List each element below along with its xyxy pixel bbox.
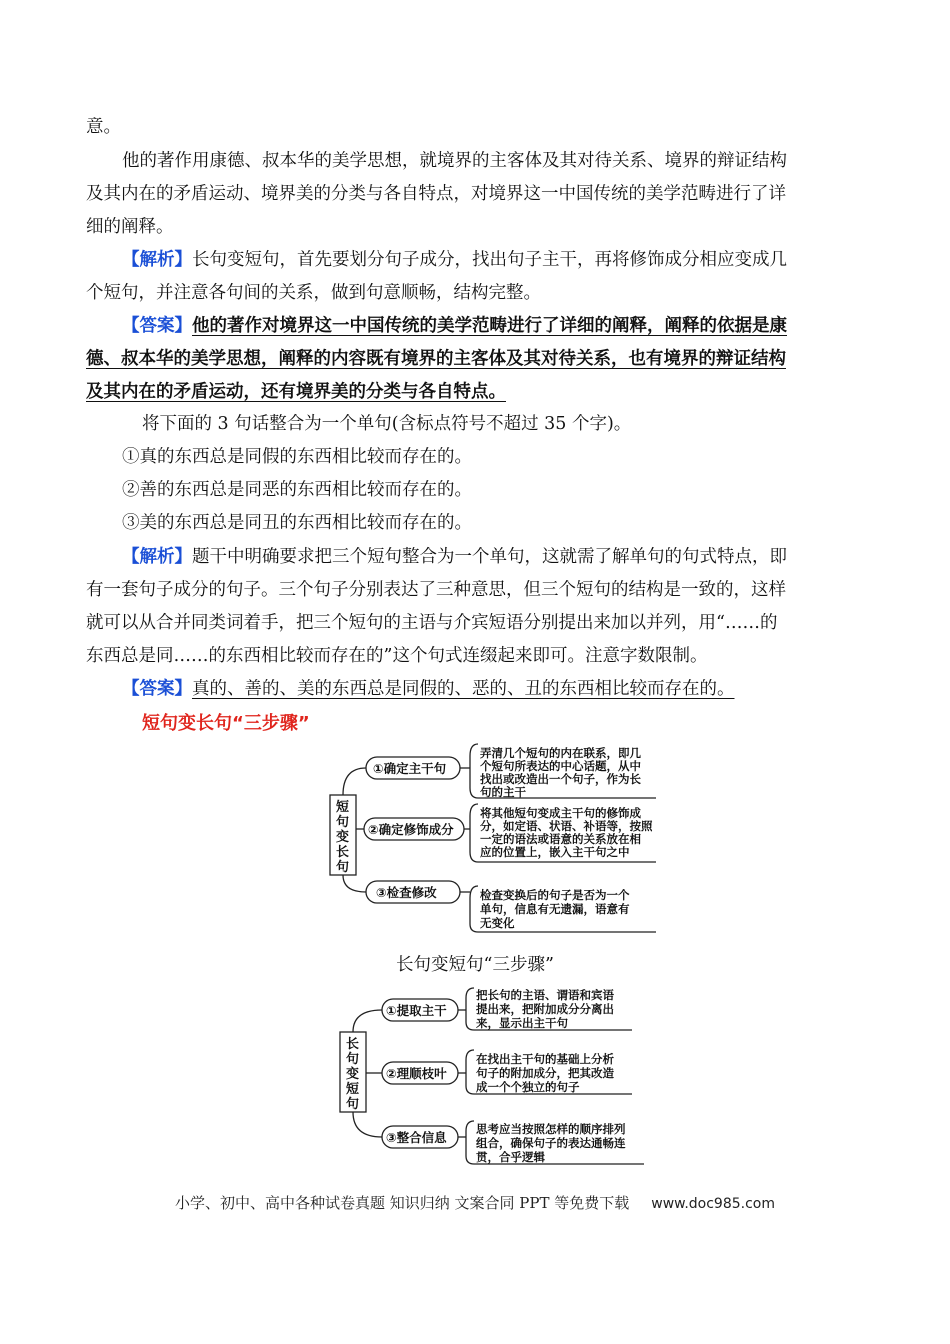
page-footer	[0, 1192, 950, 1213]
question-item: ②善的东西总是同恶的东西相比较而存在的。	[122, 480, 472, 500]
diagram1-note: 将其他短句变成主干句的修饰成	[480, 806, 641, 820]
diagram1-branch	[343, 768, 366, 795]
diagram2-branch	[353, 1010, 382, 1032]
diagram2-note: 思考应当按照怎样的顺序排列	[476, 1122, 626, 1136]
diagram1-root-text	[336, 799, 349, 875]
diagram2-root-char: 句	[346, 1052, 360, 1067]
diagram1-step-label: ③检查修改	[376, 885, 437, 900]
text-line: 及其内在的矛盾运动、境界美的分类与各自特点，对境界这一中国传统的美学范畴进行了详	[86, 184, 786, 204]
text-line: 长句变短句，首先要划分句子成分，找出句子主干，再将修饰成分相应变成几	[192, 250, 787, 270]
text-line: 个短句，并注意各句间的关系，做到句意顺畅，结构完整。	[86, 283, 541, 303]
diagram2-root-char: 短	[346, 1082, 360, 1097]
diagram2-note: 在找出主干句的基础上分析	[476, 1052, 614, 1066]
diagram1-root-char: 变	[336, 830, 350, 845]
text-line: 他的著作用康德、叔本华的美学思想，就境界的主客体及其对待关系、境界的辩证结构	[122, 151, 787, 171]
answer-tag: 【答案】	[122, 316, 192, 336]
text-line: 细的阐释。	[86, 217, 174, 237]
diagram2-step-label: ③整合信息	[386, 1130, 447, 1145]
answer-text: 及其内在的矛盾运动，还有境界美的分类与各自特点。	[86, 382, 506, 402]
text-line: 有一套句子成分的句子。三个句子分别表达了三种意思，但三个短句的结构是一致的，这样	[86, 580, 786, 600]
diagram1-root-char: 句	[336, 860, 350, 875]
analysis-tag: 【解析】	[122, 547, 192, 567]
question-text: 将下面的 3 句话整合为一个单句(含标点符号不超过 35 个字)。	[142, 414, 632, 434]
answer-text: 真的、善的、美的东西总是同假的、恶的、丑的东西相比较而存在的。	[192, 679, 735, 699]
diagram2-note: 把长句的主语、谓语和宾语	[476, 988, 614, 1002]
diagram2-root-char: 长	[346, 1037, 360, 1052]
diagram2-note: 来，显示出主干句	[476, 1016, 568, 1030]
text-line: 东西总是同……的东西相比较而存在的”这个句式连缀起来即可。注意字数限制。	[86, 646, 708, 666]
section-title: 短句变长句“三步骤”	[142, 713, 310, 734]
diagram2-root-char: 变	[346, 1067, 360, 1082]
diagram2-root-text	[346, 1037, 359, 1112]
diagram2-step-label: ②理顺枝叶	[386, 1066, 447, 1081]
diagram1-branch	[343, 875, 366, 892]
diagram1-root-char: 短	[336, 800, 350, 815]
diagram1-note: 个短句所表达的中心话题，从中	[480, 759, 641, 773]
diagram1-step-label: ②确定修饰成分	[368, 822, 454, 837]
text-line: 就可以从合并同类词着手，把三个短句的主语与介宾短语分别提出来加以并列，用“……的	[86, 613, 778, 633]
diagram2-root-char: 句	[346, 1097, 360, 1112]
diagram1-note: 检查变换后的句子是否为一个	[480, 888, 630, 902]
question-item: ③美的东西总是同丑的东西相比较而存在的。	[122, 513, 472, 533]
diagram1-note: 一定的语法或语意的关系放在相	[480, 832, 641, 846]
diagram1-note: 找出或改造出一个句子，作为长	[480, 772, 641, 786]
diagram2-note: 提出来，把附加成分分离出	[476, 1002, 614, 1016]
diagram1-note: 弄清几个短句的内在联系，即几	[480, 746, 641, 760]
diagram1-step-label: ①确定主干句	[373, 761, 447, 776]
question-item: ①真的东西总是同假的东西相比较而存在的。	[122, 447, 472, 467]
analysis-tag: 【解析】	[122, 250, 192, 270]
diagram2-note: 句子的附加成分，把其改造	[476, 1066, 614, 1080]
diagram1-root-char: 句	[336, 815, 350, 830]
footer-site-link[interactable]: www.doc985.com	[651, 1196, 775, 1212]
diagram1-note: 句的主干	[480, 785, 526, 799]
diagram2-note: 贯，合乎逻辑	[476, 1150, 545, 1164]
diagram2-title: 长句变短句“三步骤”	[396, 955, 554, 975]
answer-text: 德、叔本华的美学思想，阐释的内容既有境界的主客体及其对待关系，也有境界的辩证结构	[86, 349, 786, 369]
diagram1-note: 应的位置上，嵌入主干句之中	[480, 845, 630, 859]
diagram1-note: 分，如定语、状语、补语等，按照	[480, 819, 653, 833]
diagram2-note: 组合，确保句子的表达通畅连	[476, 1136, 626, 1150]
text-line: 题干中明确要求把三个短句整合为一个单句，这就需了解单句的句式特点，即	[192, 547, 787, 567]
answer-text: 他的著作对境界这一中国传统的美学范畴进行了详细的阐释，阐释的依据是康	[192, 316, 787, 336]
footer-text: 小学、初中、高中各种试卷真题 知识归纳 文案合同 PPT 等免费下载	[174, 1194, 630, 1212]
text-line: 意。	[86, 117, 121, 137]
diagram1-note: 无变化	[480, 916, 515, 930]
diagram2-step-label: ①提取主干	[386, 1003, 447, 1018]
diagram2-branch	[353, 1112, 382, 1137]
diagram1-root-char: 长	[336, 845, 350, 860]
answer-tag: 【答案】	[122, 679, 192, 699]
diagram2-note: 成一个个独立的句子	[476, 1080, 580, 1094]
diagram1-note: 单句，信息有无遗漏，语意有	[480, 902, 630, 916]
